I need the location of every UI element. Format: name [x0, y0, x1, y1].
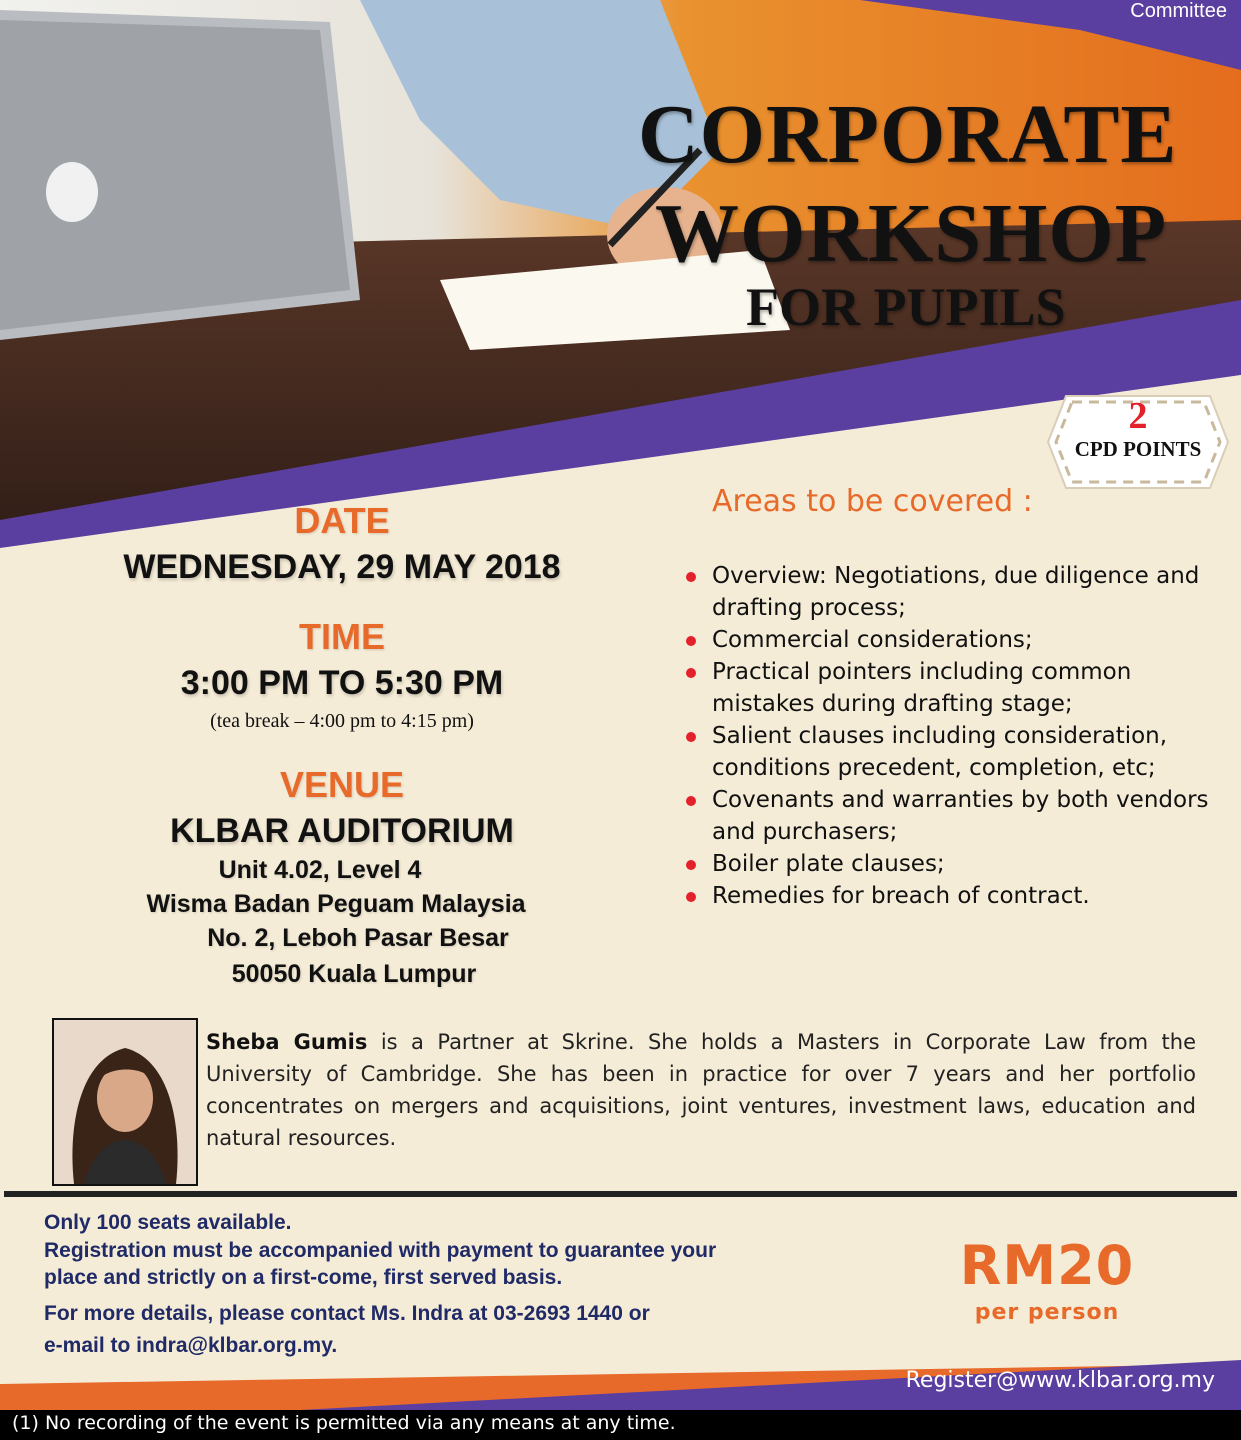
areas-list — [686, 560, 1231, 912]
contact-email: e-mail to indra@klbar.org.my. — [44, 1334, 338, 1357]
price-unit: per person — [974, 1300, 1120, 1325]
cpd-number: 2 — [1128, 395, 1148, 437]
contact-note: For more details, please contact Ms. Indra at 03-2693 1440 or — [44, 1302, 650, 1325]
cpd-label: CPD POINTS — [1074, 437, 1202, 461]
bullet-icon — [686, 892, 696, 902]
date-value: WEDNESDAY, 29 MAY 2018 — [123, 548, 561, 586]
list-item: Remedies for breach of contract. — [686, 880, 1231, 912]
tea-break: (tea break – 4:00 pm to 4:15 pm) — [210, 710, 474, 732]
seats-note: Only 100 seats available. — [44, 1211, 292, 1234]
title-line-2: WORKSHOP — [655, 187, 1168, 280]
bullet-icon — [686, 668, 696, 678]
registration-note: place and strictly on a first-come, first served basis. — [44, 1266, 563, 1289]
bullet-icon — [686, 572, 696, 582]
disclaimer: (1) No recording of the event is permitted via any means at any time. — [12, 1412, 676, 1434]
time-value: 3:00 PM TO 5:30 PM — [180, 664, 504, 702]
speaker-bio-text: is a Partner at Skrine. She holds a Masters in Corporate Law from the University of Cambridge. She has been in practice for over 7 years and her portfolio concentrates on mergers and acquisitions, joint ventures, investment laws, education and natural resources. — [206, 1030, 1196, 1150]
venue-name: KLBAR AUDITORIUM — [170, 812, 514, 850]
divider — [4, 1191, 1237, 1197]
venue-address-line: No. 2, Leboh Pasar Besar — [207, 924, 509, 952]
price: RM20 — [959, 1234, 1135, 1297]
registration-note: Registration must be accompanied with payment to guarantee your — [44, 1239, 717, 1262]
bullet-icon — [686, 636, 696, 646]
committee-label: Committee — [1130, 0, 1227, 22]
title-line-3: FOR PUPILS — [746, 277, 1066, 337]
venue-address-line: Unit 4.02, Level 4 — [218, 856, 422, 884]
title-line-1: CORPORATE — [638, 88, 1178, 181]
list-item: Covenants and warranties by both vendors and purchasers; — [686, 784, 1231, 848]
speaker-photo — [52, 1018, 198, 1186]
list-item: Salient clauses including consideration, conditions precedent, completion, etc; — [686, 720, 1231, 784]
bullet-icon — [686, 732, 696, 742]
time-heading: TIME — [299, 616, 385, 657]
list-item: Boiler plate clauses; — [686, 848, 1231, 880]
venue-address-line: Wisma Badan Peguam Malaysia — [146, 890, 526, 918]
speaker-name: Sheba Gumis — [206, 1030, 368, 1054]
register-link[interactable]: Register@www.klbar.org.my — [905, 1368, 1215, 1393]
list-item: Overview: Negotiations, due diligence and drafting process; — [686, 560, 1231, 624]
venue-heading: VENUE — [279, 764, 405, 805]
bullet-icon — [686, 860, 696, 870]
speaker-bio — [206, 1026, 1196, 1154]
areas-title: Areas to be covered : — [712, 484, 1033, 519]
speaker-portrait-icon — [54, 1020, 196, 1184]
venue-address-line: 50050 Kuala Lumpur — [231, 960, 477, 988]
list-item: Practical pointers including common mistakes during drafting stage; — [686, 656, 1231, 720]
list-item: Commercial considerations; — [686, 624, 1231, 656]
bullet-icon — [686, 796, 696, 806]
date-heading: DATE — [294, 500, 390, 541]
